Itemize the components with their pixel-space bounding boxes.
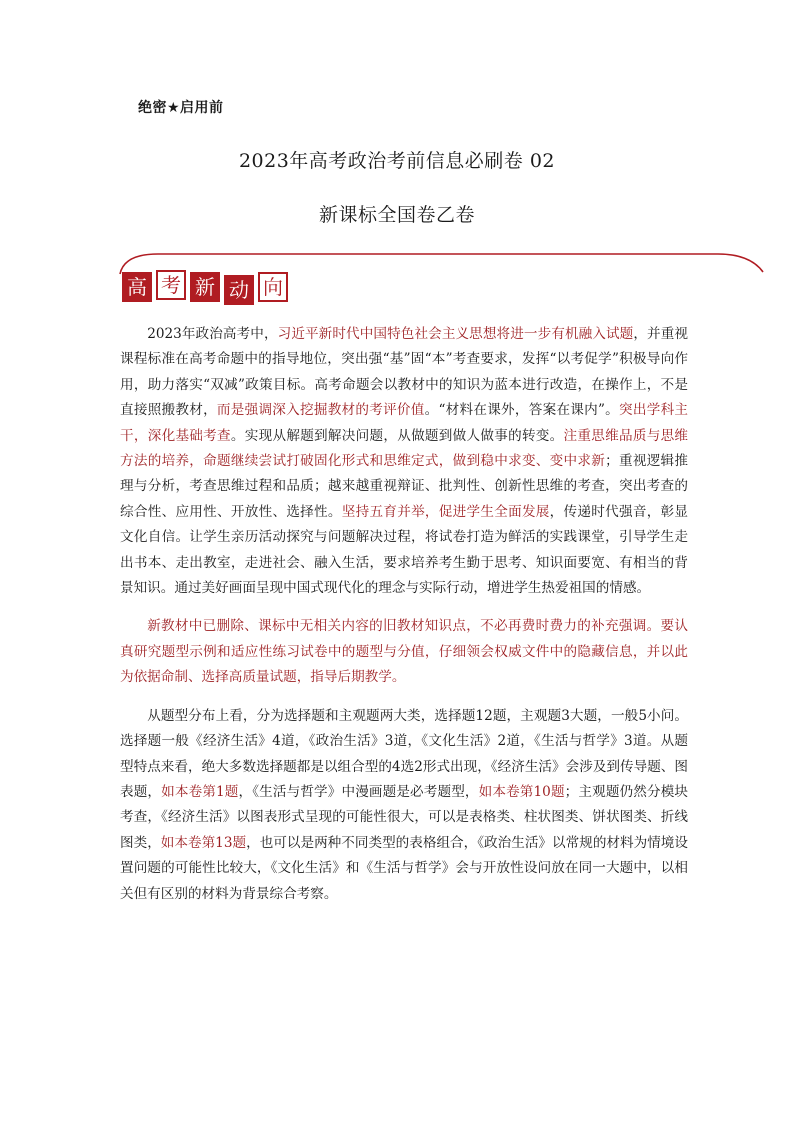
highlighted-text: 如本卷第13题 [160, 834, 247, 851]
highlighted-text: 突出学科主干，深化基础考查 [120, 402, 689, 444]
confidential-label: 绝密★启用前 [138, 100, 224, 116]
gaokao-trends-banner [122, 272, 292, 305]
text-segment: ，传递时代强音，彰显文化自信。让学生亲历活动探究与问题解决过程，将试卷打造为鲜活的实践课堂，引导学生走出书本、走出教室，走进社会、融入生活，要求培养考生勤于思考、知识面要宽、有相当的背景知识。通过美好画面呈现中国式现代化的理念与实际行动，增进学生热爱祖国的情感。 [120, 503, 689, 597]
paragraph [120, 614, 688, 690]
text-segment: 。实现从解题到解决问题，从做题到做人做事的转变。 [230, 427, 564, 444]
banner-char: 新 [190, 272, 220, 302]
text-segment: ；重视逻辑推理与分析，考查思维过程和品质；越来越重视辩证、批判性、创新性思维的考查，突出考查的综合性、应用性、开放性、选择性。 [120, 453, 689, 520]
paragraph [120, 322, 688, 601]
text-segment: ，并重视课程标准在高考命题中的指导地位，突出强“基”固“本”考查要求，发挥“以考促学”积极导向作用，助力落实“双减”政策目标。高考命题会以教材中的知识为蓝本进行改造，在操作上，不是直接照搬教材， [120, 326, 688, 419]
highlighted-text: 如本卷第10题 [478, 783, 565, 800]
highlighted-text: 如本卷第1题 [161, 783, 239, 800]
banner-char: 向 [258, 272, 288, 302]
text-segment: ；主观题仍然分模块考查，《经济生活》以图表形式呈现的可能性很大，可以是表格类、柱状图类、饼状图类、折线图类， [120, 783, 689, 851]
highlighted-text: 新教材中已删除、课标中无相关内容的旧教材知识点，不必再费时费力的补充强调。要认真研究题型示例和适应性练习试卷中的题型与分值，仔细领会权威文件中的隐藏信息，并以此为依据命制、选择高质量试题，指导后期教学。 [120, 618, 688, 686]
text-segment: 2023年政治高考中， [147, 326, 278, 342]
text-segment: ，也可以是两种不同类型的表格组合，《政治生活》以常规的材料为情境设置问题的可能性比较大，《文化生活》和《生活与哲学》会与开放性设问放在同一大题中，以相关但有区别的材料为背景综合考察。 [120, 834, 688, 902]
article-body [120, 322, 688, 907]
paragraph [120, 704, 688, 907]
highlighted-text: 习近平新时代中国特色社会主义思想将进一步有机融入试题 [277, 326, 634, 342]
banner-char: 动 [224, 275, 254, 305]
page-subtitle: 新课标全国卷乙卷 [318, 204, 475, 226]
text-segment: 。“材料在课外，答案在课内”。 [424, 402, 620, 419]
highlighted-text: 而是强调深入挖掘教材的考评价值 [216, 402, 425, 419]
text-segment: 从题型分布上看，分为选择题和主观题两大类，选择题12题，主观题3大题，一般5小问。选择题一般《经济生活》4道，《政治生活》3道，《文化生活》2道，《生活与哲学》3道。从题型特点来看，绝大多数选择题都是以组合型的4选2形式出现，《经济生活》会涉及到传导题、图表题， [120, 707, 688, 800]
banner-char: 高 [122, 272, 152, 302]
text-segment: ，《生活与哲学》中漫画题是必考题型， [238, 783, 479, 800]
banner-char: 考 [156, 270, 186, 300]
highlighted-text: 坚持五育并举，促进学生全面发展 [341, 503, 550, 520]
page-title: 2023年高考政治考前信息必刷卷 02 [238, 150, 556, 172]
highlighted-text: 注重思维品质与思维方法的培养，命题继续尝试打破固化形式和思维定式，做到稳中求变、变中求新 [120, 427, 689, 470]
